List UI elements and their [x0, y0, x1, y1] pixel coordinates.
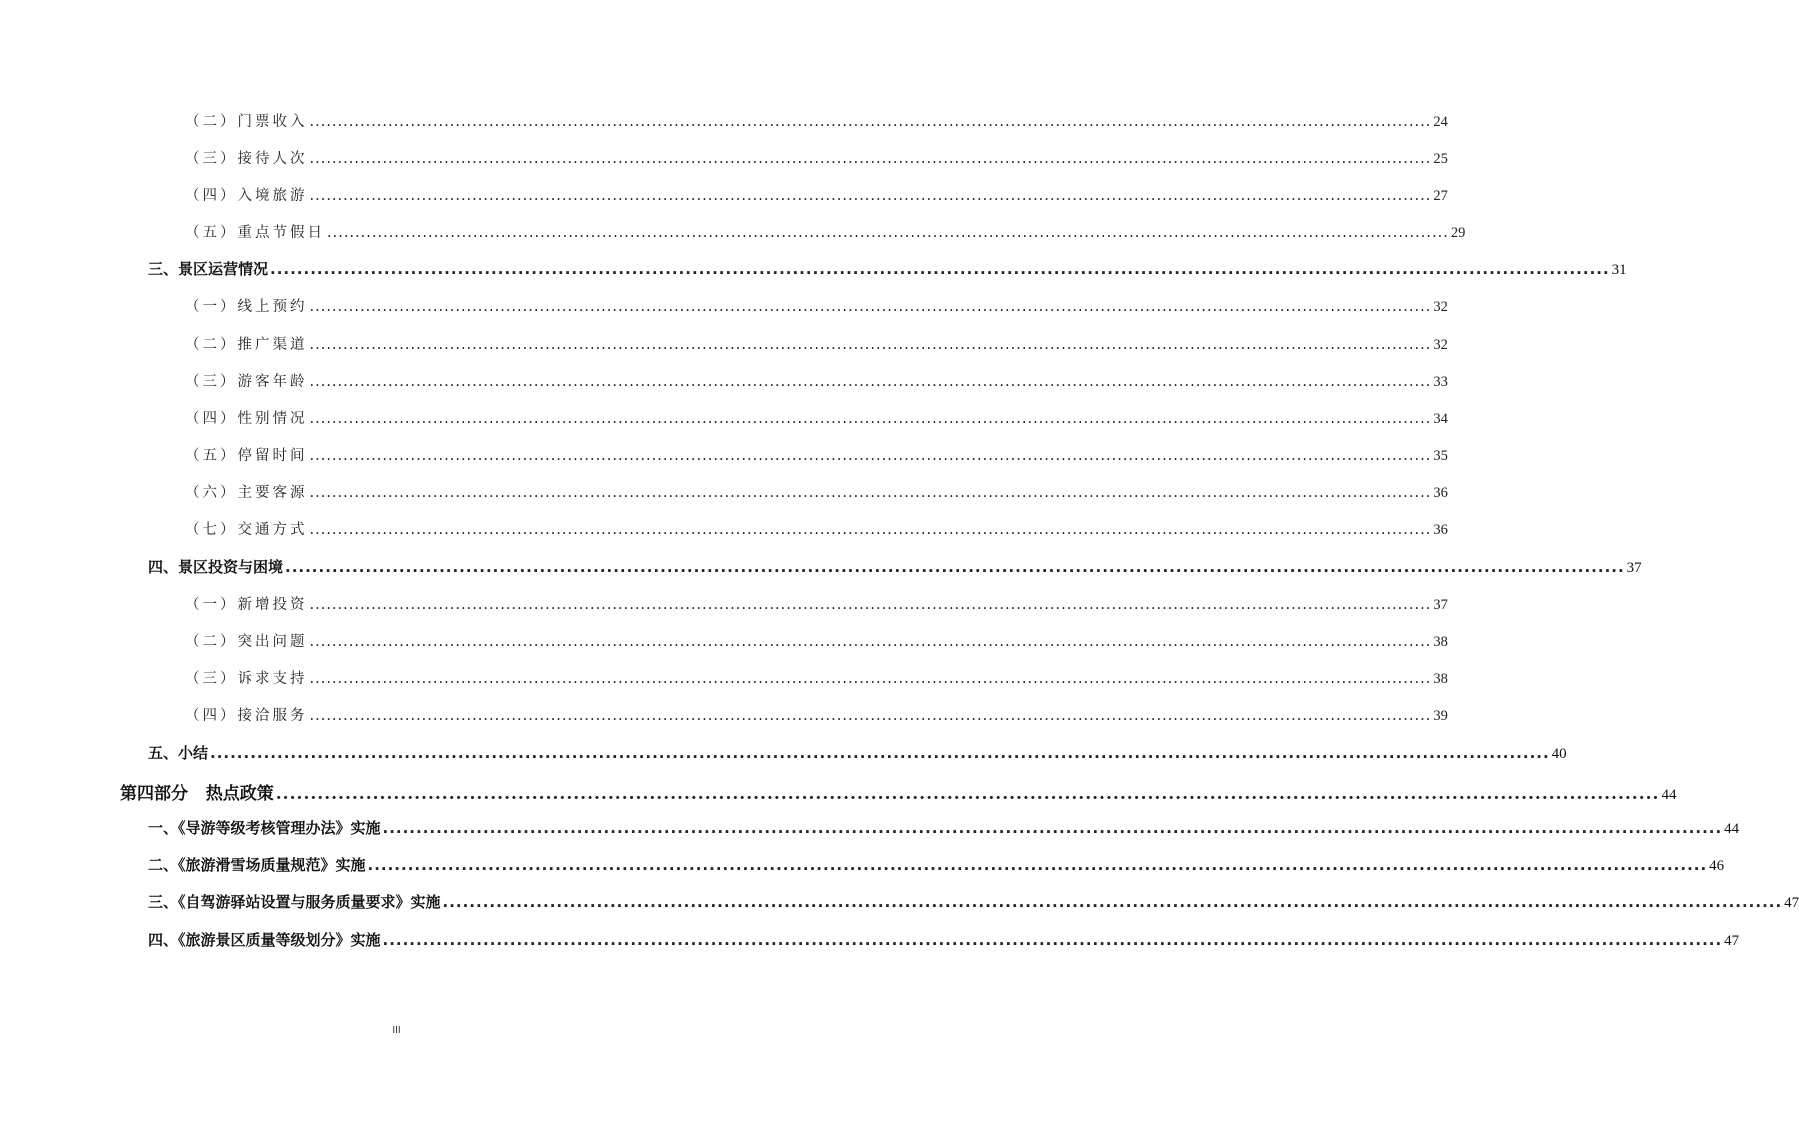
toc-entry-label: （二）突出问题 — [185, 634, 308, 650]
toc-entry-label: （四）入境旅游 — [185, 188, 308, 204]
toc-entry-page: 44 — [1724, 821, 1740, 837]
toc-leader-dots: ........................................................................................................................................................................................................ — [442, 893, 1783, 911]
toc-leader-dots: ........................................................................................................................................................................................................ — [309, 708, 1432, 724]
toc-entry-page: 46 — [1709, 858, 1725, 874]
toc-leader-dots: ........................................................................................................................................................................................................ — [309, 485, 1432, 501]
toc-entry-label: （七）交通方式 — [185, 522, 308, 538]
toc-entry[interactable] — [148, 817, 1740, 838]
toc-entry[interactable] — [148, 258, 1627, 279]
toc-entry[interactable] — [185, 295, 1448, 316]
toc-entry-page: 31 — [1611, 262, 1627, 278]
toc-entry-label: （六）主要客源 — [185, 485, 308, 501]
toc-entry-label: （五）停留时间 — [185, 448, 308, 464]
toc-entry-page: 35 — [1433, 448, 1448, 464]
toc-entry-label: 二、《旅游滑雪场质量规范》实施 — [148, 856, 366, 874]
toc-part-entry[interactable] — [120, 779, 1677, 804]
toc-entry-page: 38 — [1433, 671, 1448, 687]
toc-leader-dots: ........................................................................................................................................................................................................ — [309, 114, 1432, 130]
toc-leader-dots: ........................................................................................................................................................................................................ — [309, 411, 1432, 427]
toc-entry[interactable] — [185, 110, 1448, 131]
toc-entry-page: 39 — [1433, 708, 1448, 724]
toc-leader-dots: ........................................................................................................................................................................................................ — [210, 744, 1550, 762]
toc-entry[interactable] — [185, 147, 1448, 168]
toc-leader-dots: ........................................................................................................................................................................................................ — [309, 671, 1432, 687]
toc-entry-page: 47 — [1784, 895, 1799, 911]
toc-entry-label: 三、景区运营情况 — [148, 260, 269, 278]
toc-entry-label: （四）性别情况 — [185, 411, 308, 427]
toc-leader-dots: ........................................................................................................................................................................................................ — [367, 856, 1708, 874]
toc-entry[interactable] — [185, 444, 1448, 465]
toc-leader-dots: ........................................................................................................................................................................................................ — [309, 597, 1432, 613]
toc-entry-label: （二）门票收入 — [185, 114, 308, 130]
toc-leader-dots: ........................................................................................................................................................................................................ — [275, 784, 1660, 804]
toc-entry-label: 一、《导游等级考核管理办法》实施 — [148, 819, 381, 837]
toc-entry-label: （一）新增投资 — [185, 597, 308, 613]
toc-entry[interactable] — [148, 929, 1740, 950]
toc-entry-page: 27 — [1433, 188, 1448, 204]
toc-entry-label: 三、《自驾游驿站设置与服务质量要求》实施 — [148, 893, 441, 911]
toc-entry-page: 29 — [1450, 225, 1466, 241]
toc-entry[interactable] — [185, 518, 1448, 539]
toc-entry[interactable] — [185, 370, 1448, 391]
toc-entry[interactable] — [185, 481, 1448, 502]
toc-leader-dots: ........................................................................................................................................................................................................ — [309, 151, 1432, 167]
toc-entry-label: 四、景区投资与困境 — [148, 558, 284, 576]
toc-entry-label: （三）游客年龄 — [185, 374, 308, 390]
toc-leader-dots: ........................................................................................................................................................................................................ — [285, 558, 1625, 576]
toc-entry[interactable] — [185, 221, 1466, 242]
toc-entry-label: 第四部分 热点政策 — [120, 784, 274, 804]
toc-entry[interactable] — [185, 667, 1448, 688]
toc-entry[interactable] — [185, 333, 1448, 354]
toc-entry-page: 25 — [1433, 151, 1448, 167]
toc-entry-label: （三）接待人次 — [185, 151, 308, 167]
toc-leader-dots: ........................................................................................................................................................................................................ — [309, 374, 1432, 390]
toc-entry[interactable] — [148, 891, 1799, 912]
toc-entry[interactable] — [185, 593, 1448, 614]
toc-entry-label: 四、《旅游景区质量等级划分》实施 — [148, 931, 381, 949]
toc-entry-page: 32 — [1433, 337, 1448, 353]
toc-leader-dots: ........................................................................................................................................................................................................ — [327, 225, 1449, 241]
toc-leader-dots: ........................................................................................................................................................................................................ — [309, 522, 1432, 538]
toc-entry-page: 40 — [1551, 746, 1567, 762]
toc-entry[interactable] — [148, 854, 1725, 875]
toc-entry-label: （五）重点节假日 — [185, 225, 325, 241]
toc-entry-page: 47 — [1724, 933, 1740, 949]
toc-entry-label: 五、小结 — [148, 744, 209, 762]
toc-entry-page: 44 — [1661, 787, 1677, 803]
toc-entry-page: 24 — [1433, 114, 1448, 130]
toc-entry-label: （一）线上预约 — [185, 299, 308, 315]
toc-entry-label: （二）推广渠道 — [185, 337, 308, 353]
toc-leader-dots: ........................................................................................................................................................................................................ — [309, 299, 1432, 315]
toc-entry-page: 33 — [1433, 374, 1448, 390]
toc-entry[interactable] — [185, 184, 1448, 205]
page-number: III — [392, 1025, 401, 1036]
toc-leader-dots: ........................................................................................................................................................................................................ — [382, 819, 1723, 837]
toc-leader-dots: ........................................................................................................................................................................................................ — [309, 634, 1432, 650]
toc-entry[interactable] — [185, 407, 1448, 428]
toc-leader-dots: ........................................................................................................................................................................................................ — [309, 337, 1432, 353]
toc-entry[interactable] — [148, 556, 1642, 577]
toc-entry-label: （三）诉求支持 — [185, 671, 308, 687]
toc-entry-label: （四）接洽服务 — [185, 708, 308, 724]
toc-entry-page: 36 — [1433, 485, 1448, 501]
toc-entry-page: 36 — [1433, 522, 1448, 538]
toc-entry-page: 38 — [1433, 634, 1448, 650]
toc-entry-page: 37 — [1433, 597, 1448, 613]
toc-entry-page: 37 — [1626, 560, 1642, 576]
toc-leader-dots: ........................................................................................................................................................................................................ — [382, 931, 1723, 949]
toc-leader-dots: ........................................................................................................................................................................................................ — [309, 448, 1432, 464]
toc-leader-dots: ........................................................................................................................................................................................................ — [309, 188, 1432, 204]
toc-entry[interactable] — [185, 704, 1448, 725]
toc-leader-dots: ........................................................................................................................................................................................................ — [270, 260, 1610, 278]
toc-entry-page: 32 — [1433, 299, 1448, 315]
toc-entry[interactable] — [148, 742, 1567, 763]
toc-entry-page: 34 — [1433, 411, 1448, 427]
toc-entry[interactable] — [185, 630, 1448, 651]
